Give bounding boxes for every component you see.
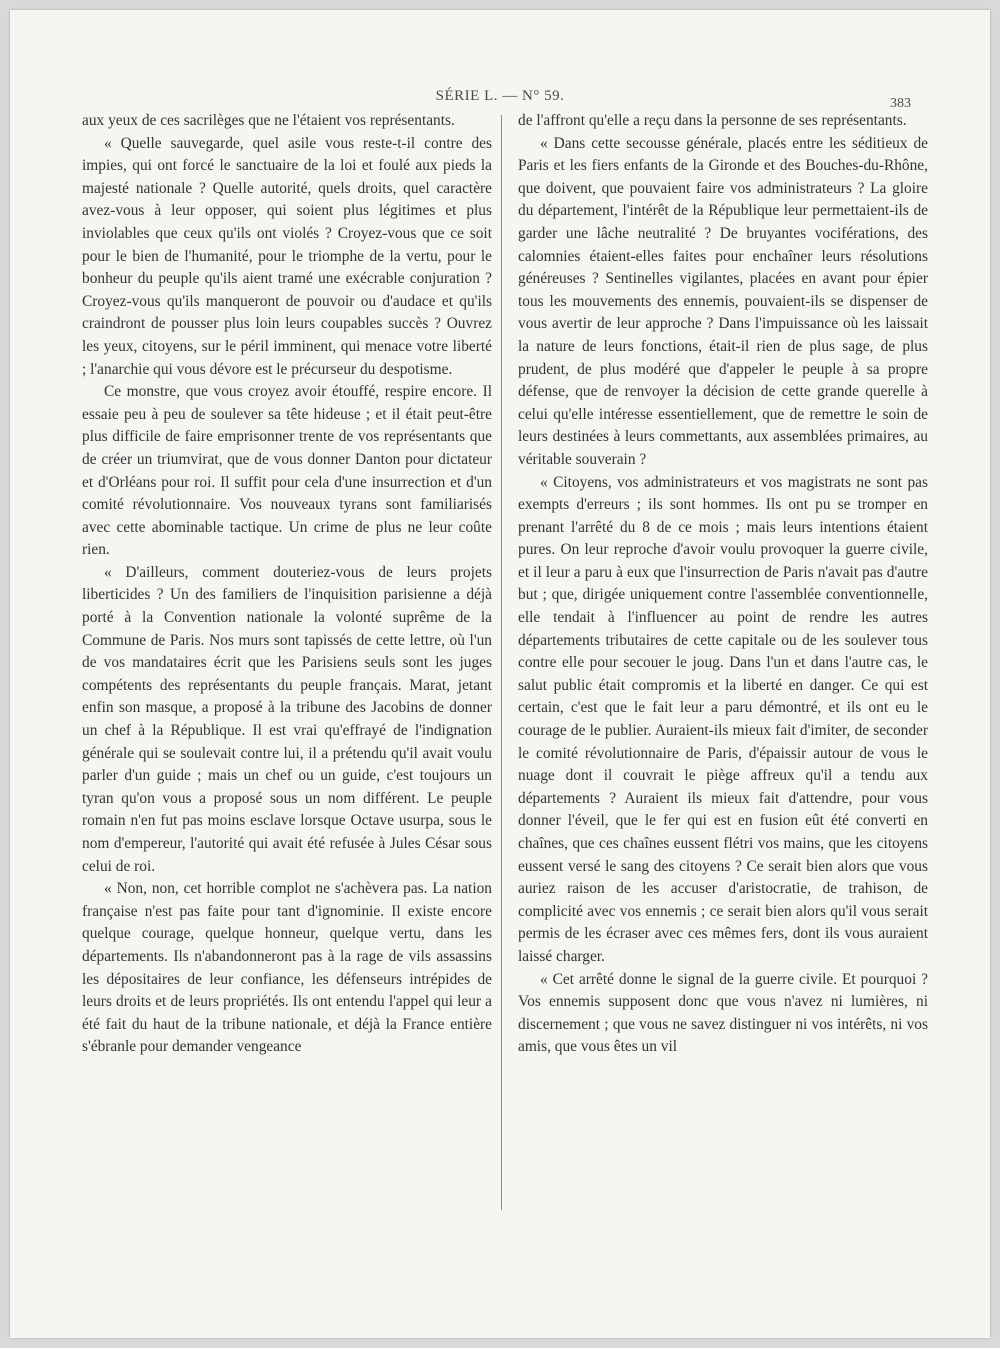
scanned-page — [10, 10, 990, 1338]
paragraph: « Dans cette secousse générale, placés entre les séditieux de Paris et les fiers enfants de la Gironde et des Bouches-du-Rhône, que doivent, que pouvaient faire vos administrateurs ? La gloire du département, l'intérêt de la République leur permettaient-ils de garder une lâche neutralité ? De bruyantes vociférations, des calomnies étaient-elles faites pour enchaîner leurs résolutions généreuses ? Sentinelles vigilantes, placées en avant pour épier tous les mouvements des ennemis, pouvaient-ils se dispenser de vous avertir de leur approche ? Dans l'impuissance où les laissait la nature de leurs fonctions, était-il rien de plus sage, de plus prudent, de plus modéré que d'appeler le peuple à sa propre défense, que de renvoyer la décision de cette grande querelle à celui qu'elle intéresse essentiellement, que de remettre le soin de leurs destinées à leurs commettants, aux assemblées primaires, au véritable souverain ? — [518, 134, 928, 468]
paragraph: « Quelle sauvegarde, quel asile vous reste-t-il contre des impies, qui ont forcé le sanctuaire de la loi et foulé aux pieds la majesté nationale ? Quelle autorité, quels droits, quel caractère avez-vous à leur opposer, qui soient plus légitimes et plus inviolables que ceux qu'ils ont violés ? Croyez-vous que ce soit pour le bien de l'humanité, pour le triomphe de la vertu, pour le bonheur du peuple qu'ils aient tramé une exécrable conjuration ? Croyez-vous qu'ils manqueront de pouvoir ou d'audace et qu'ils craindront de pousser plus loin leurs coupables succès ? Ouvrez les yeux, citoyens, sur le péril imminent, qui menace votre liberté ; l'anarchie qui vous dévore est le précurseur du despotisme. — [82, 134, 492, 378]
left-column — [82, 110, 492, 1059]
paragraph: aux yeux de ces sacrilèges que ne l'étaient vos représentants. — [82, 112, 455, 129]
paragraph: « D'ailleurs, comment douteriez-vous de leurs projets liberticides ? Un des familiers de l'inquisition parisienne a déjà porté à la Convention nationale la volonté suprême de la Commune de Paris. Nos murs sont tapissés de cette lettre, où l'un de vos mandataires écrit que les Parisiens seuls sont les juges compétents des représentants du peuple français. Marat, jetant enfin son masque, a proposé à la tribune des Jacobins de donner un chef à la République. Il est vrai qu'effrayé de l'indignation générale qui se soulevait contre lui, il a prétendu qu'il avait voulu parler d'un guide ; mais un chef ou un guide, c'est toujours un tyran qu'on vous a proposé sous un nom différent. Le peuple romain n'en fut pas moins esclave lorsque Octave usurpa, sous le nom d'empereur, l'autorité qui avait été refusée à Jules César sous celui de roi. — [82, 563, 492, 875]
paragraph: « Citoyens, vos administrateurs et vos magistrats ne sont pas exempts d'erreurs ; ils sont hommes. Ils ont pu se tromper en prenant l'arrêté du 8 de ce mois ; mais leurs intentions étaient pures. On leur reproche d'avoir voulu provoquer la guerre civile, et il leur a paru à eux que l'insurrection de Paris n'avait pas d'autre but ; que, dirigée uniquement contre l'assemblée conventionnelle, elle tendait à l'influencer au point de rendre les autres départements tributaires de cette capitale ou de les soulever tous contre elle pour secouer le joug. Dans l'un et dans l'autre cas, le salut public était compromis et la liberté en danger. Ce qui est certain, c'est que le fait leur a paru démontré, et ils ont eu le courage de le publier. Auraient-ils mieux fait d'imiter, de seconder le comité révolutionnaire de Paris, d'épaissir autour de vous le nuage dont il couvrait le piège affreux qu'il a tendu aux départements ? Auraient ils mieux fait d'attendre, pour vous donner l'éveil, que le fer qui est en fusion eût été converti en chaînes, que ces chaînes eussent flétri vos mains, que les citoyens eussent versé le sang des citoyens ? Ce serait bien alors que vous auriez raison de les accuser d'aristocratie, de trahison, de complicité avec vos ennemis ; ce serait bien alors qu'il vous serait permis de les écraser avec ces mêmes fers, dont ils vous auraient laissé charger. — [518, 473, 928, 965]
paragraph: « Cet arrêté donne le signal de la guerre civile. Et pourquoi ? Vos ennemis supposent donc que vous n'avez ni lumières, ni discernement ; que vous ne savez distinguer ni vos intérêts, ni vos amis, que vous êtes un vil — [518, 970, 928, 1056]
column-divider — [501, 115, 502, 1210]
paragraph: Ce monstre, que vous croyez avoir étouffé, respire encore. Il essaie peu à peu de soulever sa tête hideuse ; et il était peut-être plus difficile de faire emprisonner trente de vos représentants que de créer un triumvirat, que de vous donner Danton pour dictateur et d'Orléans pour roi. Il suffit pour cela d'une insurrection et d'un comité révolutionnaire. Vos nouveaux tyrans sont familiarisés avec cette abominable tactique. Un crime de plus ne leur coûte rien. — [82, 383, 492, 559]
right-column — [518, 110, 928, 1059]
paragraph: de l'affront qu'elle a reçu dans la personne de ses représentants. — [518, 112, 907, 129]
running-head: SÉRIE L. — N° 59. — [435, 88, 565, 104]
page-number: 383 — [890, 96, 911, 111]
paragraph: « Non, non, cet horrible complot ne s'achèvera pas. La nation française n'est pas faite pour tant d'ignominie. Il existe encore quelque courage, quelque honneur, quelque vertu, dans les départements. Ils n'abandonneront pas à la rage de vils assassins les dépositaires de leur confiance, les défenseurs intrépides de leurs droits et de leurs propriétés. Ils ont entendu l'appel qui leur a été fait du haut de la tribune nationale, et déjà la France entière s'ébranle pour demander vengeance — [82, 880, 492, 1056]
